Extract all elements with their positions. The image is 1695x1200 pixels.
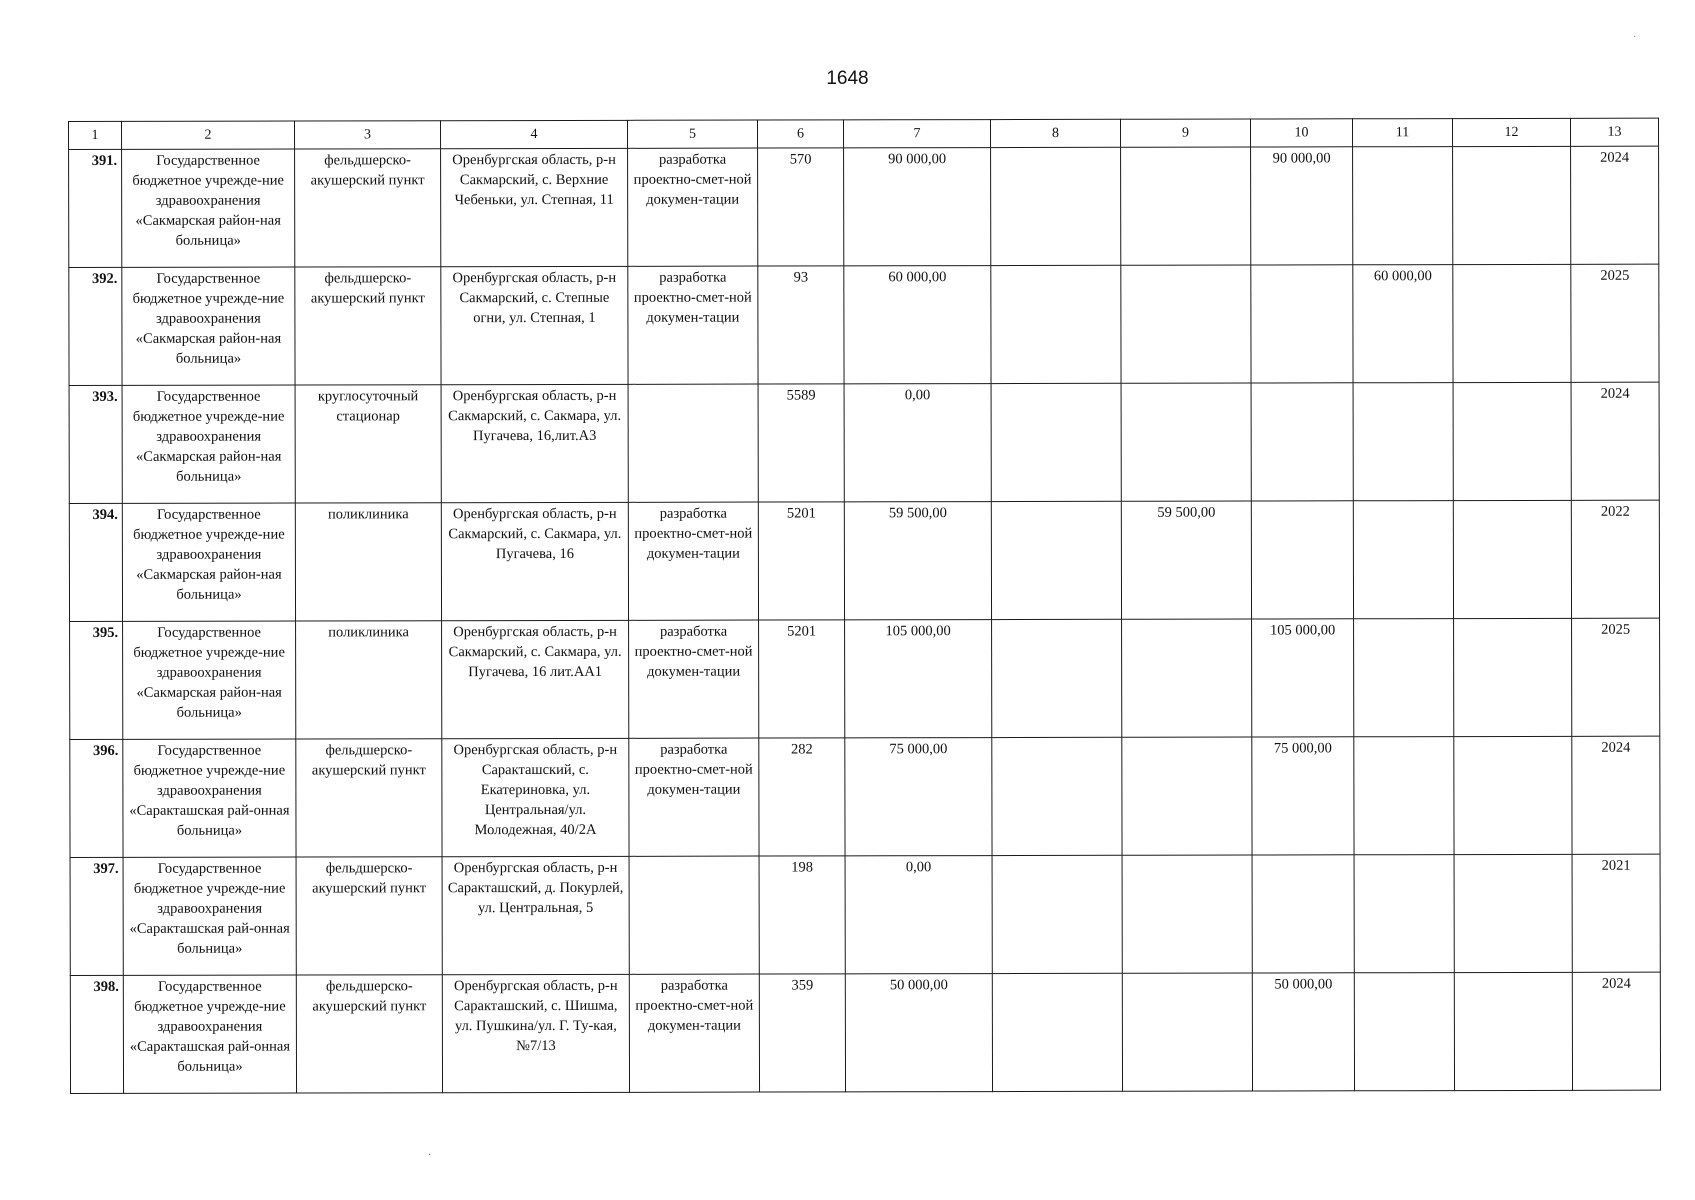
object-type-cell: поликлиника — [296, 621, 442, 739]
col7-cell: 59 500,00 — [844, 502, 991, 620]
institution-cell: Государственное бюджетное учрежде-ние здравоохранения «Сакмарская район-ная больница» — [122, 267, 295, 385]
col9-cell — [1122, 737, 1252, 855]
object-type-cell: поликлиника — [295, 503, 441, 621]
col7-cell: 60 000,00 — [844, 266, 991, 384]
work-cell: разработка проектно-смет-ной докумен-тации — [629, 620, 759, 738]
col7-cell: 50 000,00 — [845, 974, 992, 1092]
table-row — [69, 382, 1659, 503]
year-cell: 2021 — [1572, 854, 1660, 972]
col9-cell — [1122, 855, 1252, 973]
col10-cell — [1251, 501, 1353, 619]
col6-cell: 282 — [759, 738, 845, 856]
work-cell — [628, 384, 758, 502]
table-row — [69, 146, 1659, 267]
column-header: 3 — [295, 121, 441, 149]
col12-cell — [1453, 382, 1571, 500]
col6-cell: 93 — [758, 266, 844, 384]
col11-cell — [1354, 973, 1454, 1091]
col9-cell — [1122, 973, 1252, 1091]
table-row — [69, 264, 1659, 385]
year-cell: 2025 — [1571, 264, 1659, 382]
object-type-cell: фельдшерско-акушерский пункт — [296, 975, 442, 1093]
col8-cell — [991, 501, 1121, 619]
col11-cell: 60 000,00 — [1353, 265, 1453, 383]
object-type-cell: фельдшерско-акушерский пункт — [295, 149, 441, 267]
scan-speck: · — [1633, 32, 1637, 43]
object-type-cell: фельдшерско-акушерский пункт — [296, 739, 442, 857]
column-header: 11 — [1352, 119, 1452, 147]
table-row — [69, 500, 1659, 621]
col11-cell — [1354, 619, 1454, 737]
col6-cell: 5201 — [759, 620, 845, 738]
col7-cell: 0,00 — [844, 384, 991, 502]
col10-cell: 90 000,00 — [1251, 147, 1353, 265]
address-cell: Оренбургская область, р-н Сакмарский, с. Сакмара, ул. Пугачева, 16 — [441, 502, 628, 620]
year-cell: 2024 — [1572, 972, 1660, 1090]
column-header: 4 — [441, 120, 628, 148]
address-cell: Оренбургская область, р-н Сакмарский, с. Сакмара, ул. Пугачева, 16,лит.А3 — [441, 384, 628, 502]
institution-cell: Государственное бюджетное учрежде-ние здравоохранения «Сакмарская район-ная больница» — [122, 149, 295, 267]
col10-cell: 105 000,00 — [1252, 619, 1354, 737]
year-cell: 2024 — [1572, 736, 1660, 854]
row-number: 396. — [70, 739, 123, 857]
data-table — [68, 118, 1661, 1094]
column-header: 1 — [69, 121, 122, 149]
row-number: 392. — [69, 267, 122, 385]
col11-cell — [1353, 383, 1453, 501]
table-row — [70, 736, 1660, 857]
year-cell: 2025 — [1572, 618, 1660, 736]
table-container — [68, 118, 1660, 1094]
col9-cell — [1122, 619, 1252, 737]
object-type-cell: фельдшерско-акушерский пункт — [296, 857, 442, 975]
address-cell: Оренбургская область, р-н Саракташский, с. Екатериновка, ул. Центральная/ул. Молодежная, 40/2А — [442, 738, 629, 856]
col11-cell — [1354, 855, 1454, 973]
col12-cell — [1454, 736, 1572, 854]
address-cell: Оренбургская область, р-н Сакмарский, с. Сакмара, ул. Пугачева, 16 лит.АА1 — [442, 620, 629, 738]
institution-cell: Государственное бюджетное учрежде-ние здравоохранения «Саракташская рай-онная больница» — [123, 975, 296, 1093]
col6-cell: 198 — [759, 856, 845, 974]
column-header: 8 — [990, 119, 1120, 147]
year-cell: 2022 — [1571, 500, 1659, 618]
address-cell: Оренбургская область, р-н Сакмарский, с. Верхние Чебеньки, ул. Степная, 11 — [441, 148, 628, 266]
col7-cell: 0,00 — [845, 856, 992, 974]
col9-cell — [1121, 147, 1251, 265]
col7-cell: 90 000,00 — [844, 148, 991, 266]
col10-cell — [1251, 265, 1353, 383]
row-number: 393. — [69, 385, 122, 503]
col9-cell — [1121, 265, 1251, 383]
col10-cell: 75 000,00 — [1252, 737, 1354, 855]
col12-cell — [1453, 500, 1571, 618]
institution-cell: Государственное бюджетное учрежде-ние здравоохранения «Сакмарская район-ная больница» — [122, 503, 295, 621]
column-header: 13 — [1570, 118, 1658, 146]
row-number: 395. — [70, 621, 123, 739]
col8-cell — [991, 265, 1121, 383]
col9-cell — [1121, 383, 1251, 501]
col8-cell — [992, 855, 1122, 973]
col7-cell: 75 000,00 — [845, 738, 992, 856]
col6-cell: 570 — [758, 148, 844, 266]
year-cell: 2024 — [1571, 146, 1659, 264]
column-header: 10 — [1250, 119, 1352, 147]
col10-cell — [1251, 383, 1353, 501]
col6-cell: 5589 — [758, 384, 844, 502]
col7-cell: 105 000,00 — [845, 620, 992, 738]
col8-cell — [992, 619, 1122, 737]
col12-cell — [1454, 972, 1572, 1090]
col6-cell: 5201 — [758, 502, 844, 620]
address-cell: Оренбургская область, р-н Саракташский, с. Шишма, ул. Пушкина/ул. Г. Ту-кая, №7/13 — [442, 974, 629, 1092]
col9-cell: 59 500,00 — [1121, 501, 1251, 619]
object-type-cell: круглосуточный стационар — [295, 385, 441, 503]
work-cell: разработка проектно-смет-ной докумен-тации — [629, 738, 759, 856]
row-number: 397. — [70, 857, 123, 975]
table-row — [70, 972, 1660, 1093]
address-cell: Оренбургская область, р-н Саракташский, д. Покурлей, ул. Центральная, 5 — [442, 856, 629, 974]
col8-cell — [991, 383, 1121, 501]
table-row — [70, 618, 1660, 739]
row-number: 394. — [69, 503, 122, 621]
column-header: 7 — [843, 120, 990, 148]
col11-cell — [1353, 147, 1453, 265]
page-number: 1648 — [826, 68, 869, 89]
address-cell: Оренбургская область, р-н Сакмарский, с. Степные огни, ул. Степная, 1 — [441, 266, 628, 384]
col12-cell — [1453, 264, 1571, 382]
column-header: 6 — [757, 120, 843, 148]
work-cell: разработка проектно-смет-ной докумен-тации — [628, 502, 758, 620]
institution-cell: Государственное бюджетное учрежде-ние здравоохранения «Сакмарская район-ная больница» — [123, 621, 296, 739]
table-row — [70, 854, 1660, 975]
col6-cell: 359 — [759, 974, 845, 1092]
object-type-cell: фельдшерско-акушерский пункт — [295, 267, 441, 385]
col10-cell: 50 000,00 — [1252, 973, 1354, 1091]
col8-cell — [992, 973, 1122, 1091]
col11-cell — [1353, 501, 1453, 619]
column-header: 2 — [122, 121, 295, 149]
scan-speck: · — [428, 1150, 432, 1161]
col12-cell — [1453, 146, 1571, 264]
row-number: 398. — [70, 975, 123, 1093]
work-cell: разработка проектно-смет-ной докумен-тации — [629, 974, 759, 1092]
header-row — [69, 118, 1659, 149]
year-cell: 2024 — [1571, 382, 1659, 500]
row-number: 391. — [69, 149, 122, 267]
work-cell: разработка проектно-смет-ной докумен-тации — [628, 266, 758, 384]
column-header: 5 — [627, 120, 757, 148]
col11-cell — [1354, 737, 1454, 855]
col8-cell — [992, 737, 1122, 855]
column-header: 12 — [1452, 118, 1570, 146]
work-cell: разработка проектно-смет-ной докумен-тации — [628, 148, 758, 266]
column-header: 9 — [1120, 119, 1250, 147]
institution-cell: Государственное бюджетное учрежде-ние здравоохранения «Саракташская рай-онная больница» — [123, 739, 296, 857]
work-cell — [629, 856, 759, 974]
col12-cell — [1454, 854, 1572, 972]
institution-cell: Государственное бюджетное учрежде-ние здравоохранения «Саракташская рай-онная больница» — [123, 857, 296, 975]
institution-cell: Государственное бюджетное учрежде-ние здравоохранения «Сакмарская район-ная больница» — [122, 385, 295, 503]
col8-cell — [991, 147, 1121, 265]
col12-cell — [1454, 618, 1572, 736]
col10-cell — [1252, 855, 1354, 973]
